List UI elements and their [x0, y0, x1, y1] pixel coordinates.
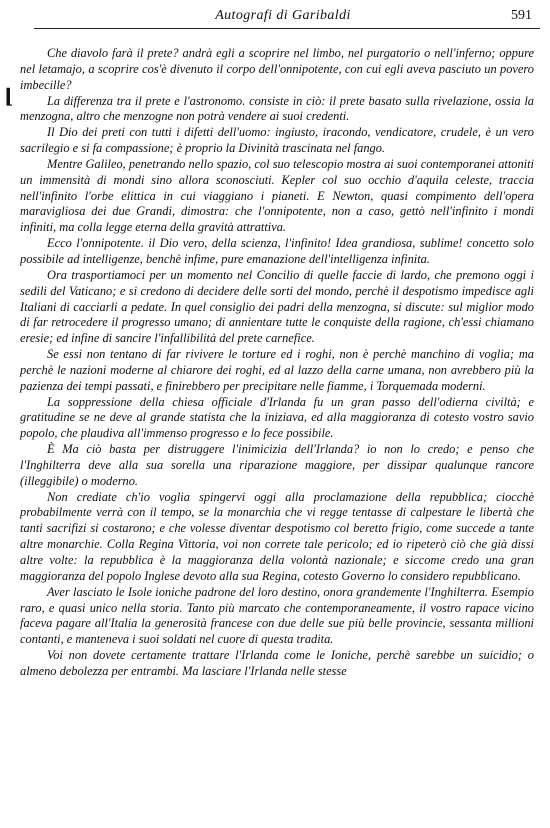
paragraph: Voi non dovete certamente trattare l'Irlanda come le Ioniche, perchè sarebbe un suicidio; o almeno debolezza per entrambi. Ma lasciare l'Irlanda nelle stesse [20, 648, 534, 678]
paragraph: Se essi non tentano di far rivivere le torture ed i roghi, non è perchè manchino di voglia; ma perchè le nazioni moderne al chiarore dei roghi, ed al lazzo della carne umana, non avrebbero più la pazienza dei tempi passati, e finirebbero per precipitare nelle fiamme, i Torquemada moderni. [20, 347, 534, 393]
header-rule [34, 28, 540, 29]
page-header [26, 0, 540, 30]
paragraph: Non crediate ch'io voglia spingervi oggi alla proclamazione della repubblica; ciocchè probabilmente verrà con il tempo, se la monarchia che vi regge tentasse di calpestare le libertà che tanti sacrifizi si costarono; e che volesse diventar despotismo col beretto frigio, come succede a tante altre monarchie. Colla Regina Vittoria, voi non correte tale pericolo; ed io ripeterò ciò che già dissi altre volte: la repubblica è la maggioranza della volontà nazionale; e siccome credo una gran maggioranza del popolo Inglese devoto alla sua Regina, cotesto Governo lo considero repubblicano. [20, 489, 534, 583]
paragraph: La soppressione della chiesa officiale d'Irlanda fu un gran passo dell'odierna civiltà; e gratitudine se ne deve al grande statista che la iniziava, ed alla maggioranza di cotesto vostro savio popolo, che plaudiva all'immenso progresso e lo fece possibile. [20, 394, 534, 441]
paragraph: Il Dio dei preti con tutti i difetti dell'uomo: ingiusto, iracondo, vendicatore, crudele, è un vero sacrilegio e si fa compassione; è proprio la Divinità trascinata nel fango. [20, 125, 534, 156]
paragraph: Mentre Galileo, penetrando nello spazio, col suo telescopio mostra ai suoi contemporanei attoniti un immensità di mondi sino allora sconosciuti. Kepler col suo occhio d'aquila celeste, traccia nell'infinito l'orbe elittica in cui viaggiano i pianeti. E Newton, quasi compimento dell'opera maravigliosa dei due Grandi, dimostra: che l'onnipotente, non a caso, gettò nell'infinito i mondi infiniti, ma colla legge eterna della gravità attrattiva. [20, 156, 534, 235]
paragraph: La differenza tra il prete e l'astronomo. consiste in ciò: il prete basato sulla rivelazione, ossia la menzogna, altro che menzogne non potrà vendere ai suoi credenti. [20, 93, 534, 124]
body-text [20, 46, 534, 680]
paragraph: Ora trasportiamoci per un momento nel Concilio di quelle faccie di lardo, che premono oggi i sedili del Vaticano; e si credono di decidere delle sorti del mondo, perchè il despotismo impedisce agli Italiani di cacciarli a pedate. In quel consiglio dei padri della menzogna, si discute: sul miglior modo di far retrocedere il progresso umano; di annientare tutte le conquiste della ragione, ch'essi chiamano eresie; ed infine di sancire l'infallibilità del prete carnefice. [20, 267, 534, 346]
paragraph: Ecco l'onnipotente. il Dio vero, della scienza, l'infinito! Idea grandiosa, sublime! concetto solo possibile ad intelligenze, benchè infime, pure emanazione dell'intelligenza infinita. [20, 236, 534, 266]
paragraph: È Ma ciò basta per distruggere l'inimicizia dell'Irlanda? io non lo credo; e penso che l'Inghilterra deve alla sua sorella una riparazione maggiore, per dissipar qualunque rancore (illeggibile) o moderno. [20, 442, 534, 488]
paragraph: Che diavolo farà il prete? andrà egli a scoprire nel limbo, nel purgatorio o nell'inferno; oppure nel letamajo, a scoprire cos'è divenuto il corpo dell'onnipotente, con cui egli aveva pasciuto un povero imbecille? [20, 46, 534, 92]
running-title: Autografi di Garibaldi [215, 8, 351, 23]
paragraph: Aver lasciato le Isole ioniche padrone del loro destino, onora grandemente l'Inghilterra. Esempio raro, e quasi unico nella storia. Tanto più marcato che contemporaneamente, il vostro rapace vicino faceva pagare all'Italia la generosità francese con due delle sue più belle provincie, sessanta millioni contanti, e manteneva i suoi soldati nel cuore di questa tradita. [20, 584, 534, 647]
margin-bracket-mark: ⌊ [4, 86, 14, 108]
page-number: 591 [511, 8, 532, 23]
